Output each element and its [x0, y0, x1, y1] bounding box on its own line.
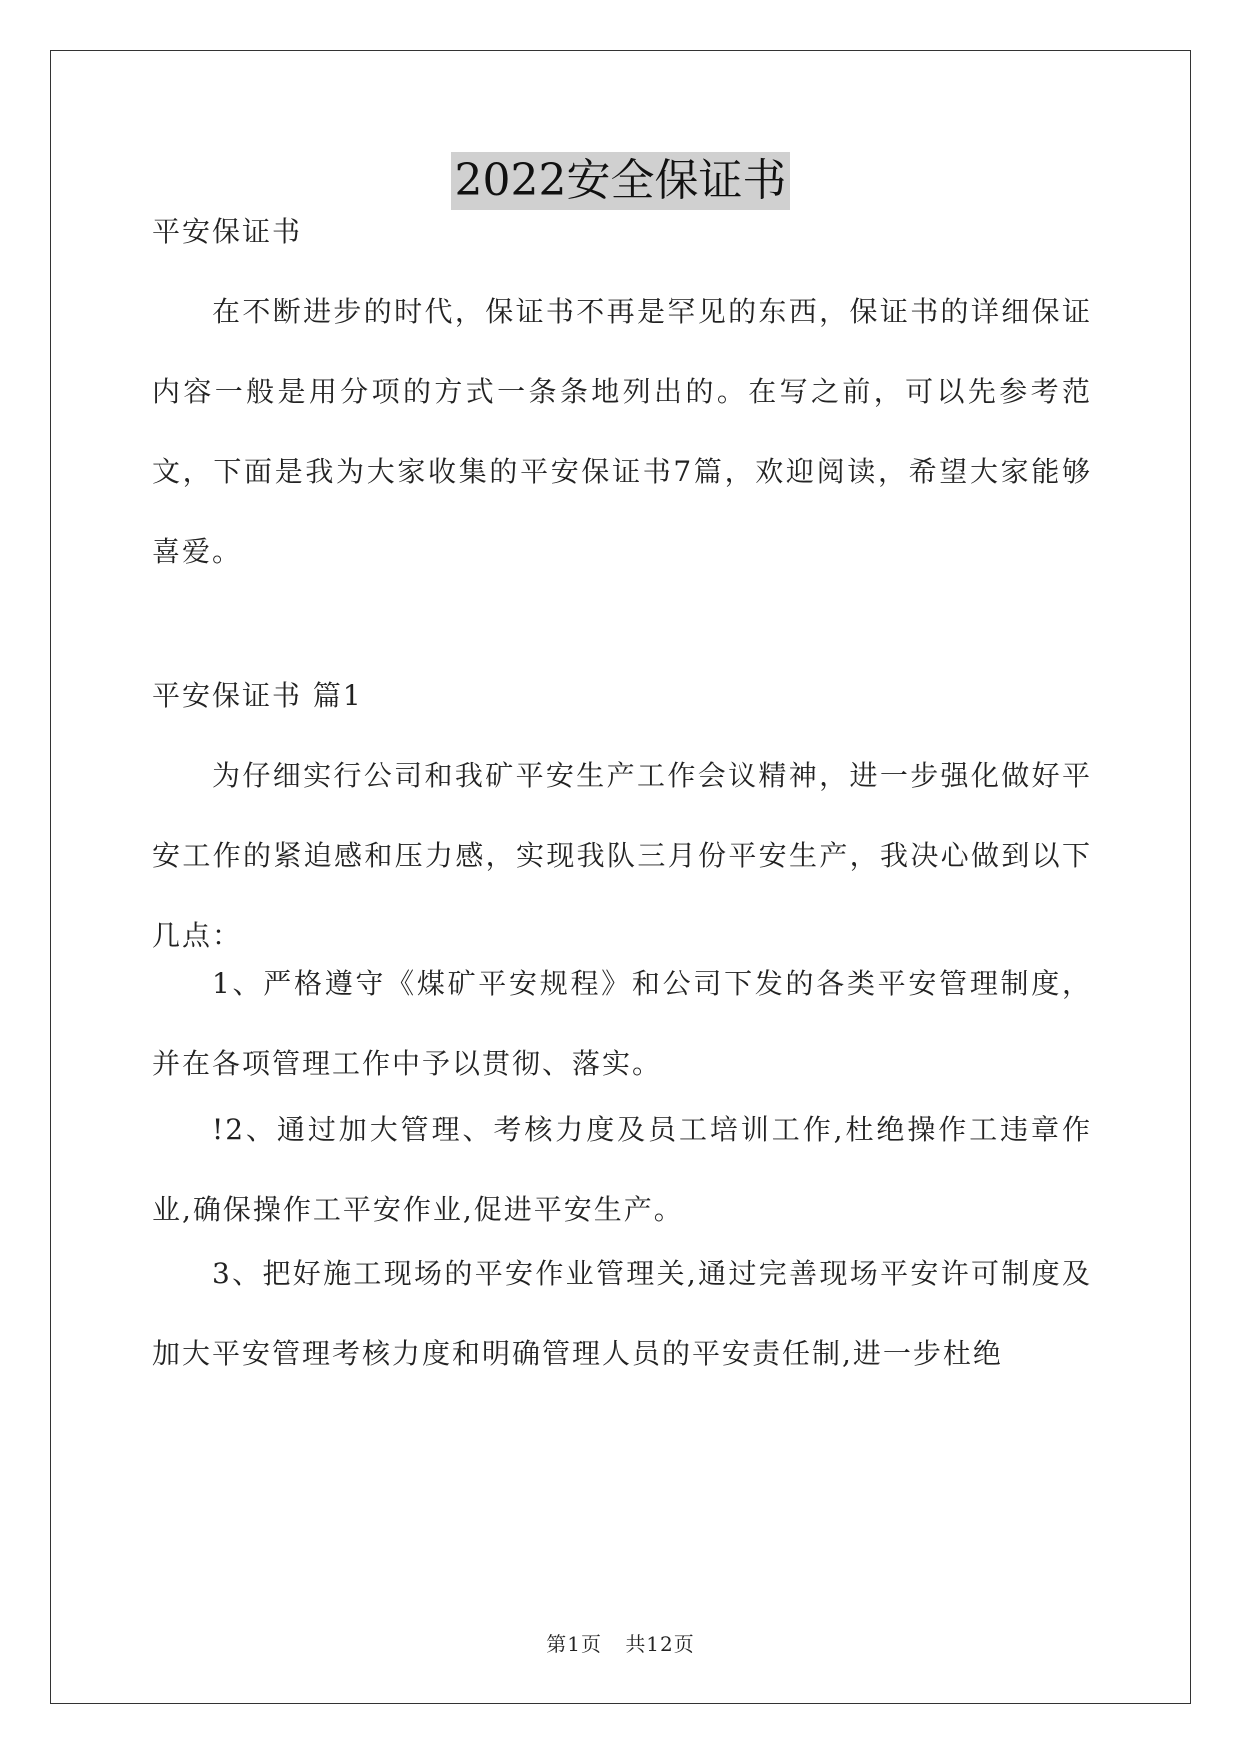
intro-heading: 平安保证书: [152, 215, 303, 248]
section1-heading: 平安保证书 篇1: [152, 679, 363, 712]
page-footer: [0, 1628, 1241, 1657]
section1-paragraph-4: 3、把好施工现场的平安作业管理关,通过完善现场平安许可制度及加大平安管理考核力度和明确管理人员的平安责任制,进一步杜绝: [152, 1257, 1092, 1370]
document-title: 2022安全保证书: [451, 152, 791, 210]
page-total: 共12页: [625, 1632, 695, 1656]
section1-paragraph-3: !2、通过加大管理、考核力度及员工培训工作,杜绝操作工违章作业,确保操作工平安作业,促进平安生产。: [152, 1113, 1092, 1226]
intro-paragraph: 在不断进步的时代，保证书不再是罕见的东西，保证书的详细保证内容一般是用分项的方式一条条地列出的。在写之前，可以先参考范文，下面是我为大家收集的平安保证书7篇，欢迎阅读，希望大家能够喜爱。: [152, 295, 1092, 568]
section1-paragraph-1: 为仔细实行公司和我矿平安生产工作会议精神，进一步强化做好平安工作的紧迫感和压力感，实现我队三月份平安生产，我决心做到以下几点：: [152, 759, 1092, 952]
section1-paragraph-2: 1、严格遵守《煤矿平安规程》和公司下发的各类平安管理制度，并在各项管理工作中予以贯彻、落实。: [152, 967, 1092, 1080]
document-body: [152, 0, 1092, 1754]
page-number: 第1页: [546, 1632, 602, 1656]
